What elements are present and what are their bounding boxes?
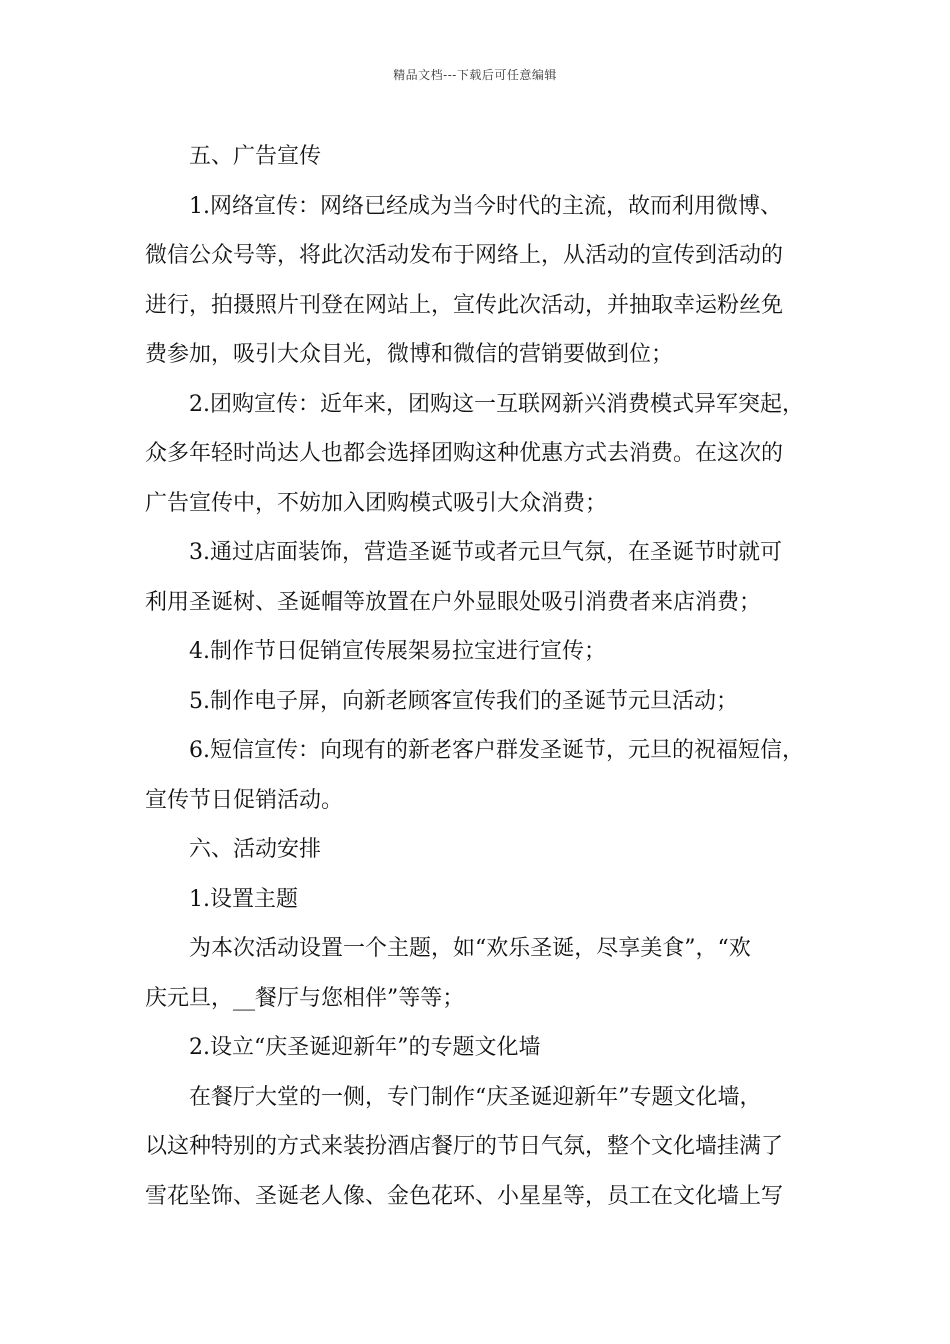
page-header: 精品文档---下载后可任意编辑 <box>393 68 557 82</box>
paragraph <box>145 528 825 627</box>
text-line: 众多年轻时尚达人也都会选择团购这种优惠方式去消费。在这次的 <box>145 441 784 466</box>
text-line: 1.设置主题 <box>189 886 298 912</box>
paragraph <box>145 182 825 380</box>
text-line: 为本次活动设置一个主题，如“欢乐圣诞，尽享美食”，“欢 <box>189 936 751 961</box>
text-line: 费参加，吸引大众目光，微博和微信的营销要做到位； <box>145 342 674 367</box>
text-line: 微信公众号等，将此次活动发布于网络上，从活动的宣传到活动的 <box>145 243 784 268</box>
paragraph <box>145 677 825 727</box>
text-line: 广告宣传中，不妨加入团购模式吸引大众消费； <box>145 490 608 516</box>
text-line: 进行，拍摄照片刊登在网站上，宣传此次活动，并抽取幸运粉丝免 <box>145 292 784 318</box>
text-line: 五、广告宣传 <box>189 144 322 169</box>
paragraph <box>145 875 825 925</box>
paragraph <box>145 627 825 677</box>
text-line: 2.设立“庆圣诞迎新年”的专题文化墙 <box>189 1035 541 1060</box>
paragraph <box>145 1073 825 1222</box>
text-line: 2.团购宣传：近年来，团购这一互联网新兴消费模式异军突起， <box>189 391 804 417</box>
text-line: 3.通过店面装饰，营造圣诞节或者元旦气氛，在圣诞节时就可 <box>189 540 782 565</box>
paragraph <box>145 924 825 1023</box>
text-line: 庆元旦，__餐厅与您相伴”等等； <box>145 985 465 1011</box>
text-line: 雪花坠饰、圣诞老人像、金色花环、小星星等，员工在文化墙上写 <box>145 1183 784 1209</box>
text-line: 5.制作电子屏，向新老顾客宣传我们的圣诞节元旦活动； <box>189 688 738 714</box>
paragraph <box>145 726 825 825</box>
text-line: 利用圣诞树、圣诞帽等放置在户外显眼处吸引消费者来店消费； <box>145 589 762 615</box>
paragraph <box>145 380 825 529</box>
paragraph <box>145 825 825 875</box>
paragraph <box>145 132 825 182</box>
text-line: 宣传节日促销活动。 <box>145 787 344 813</box>
paragraph <box>145 1023 825 1073</box>
text-line: 在餐厅大堂的一侧，专门制作“庆圣诞迎新年”专题文化墙， <box>189 1084 762 1110</box>
text-line: 六、活动安排 <box>189 837 322 862</box>
text-line: 4.制作节日促销宣传展架易拉宝进行宣传； <box>189 639 606 664</box>
text-line: 1.网络宣传：网络已经成为当今时代的主流，故而利用微博、 <box>189 193 782 219</box>
text-line: 6.短信宣传：向现有的新老客户群发圣诞节，元旦的祝福短信， <box>189 738 804 763</box>
text-line: 以这种特别的方式来装扮酒店餐厅的节日气氛，整个文化墙挂满了 <box>145 1134 784 1159</box>
document-body <box>145 132 825 1221</box>
